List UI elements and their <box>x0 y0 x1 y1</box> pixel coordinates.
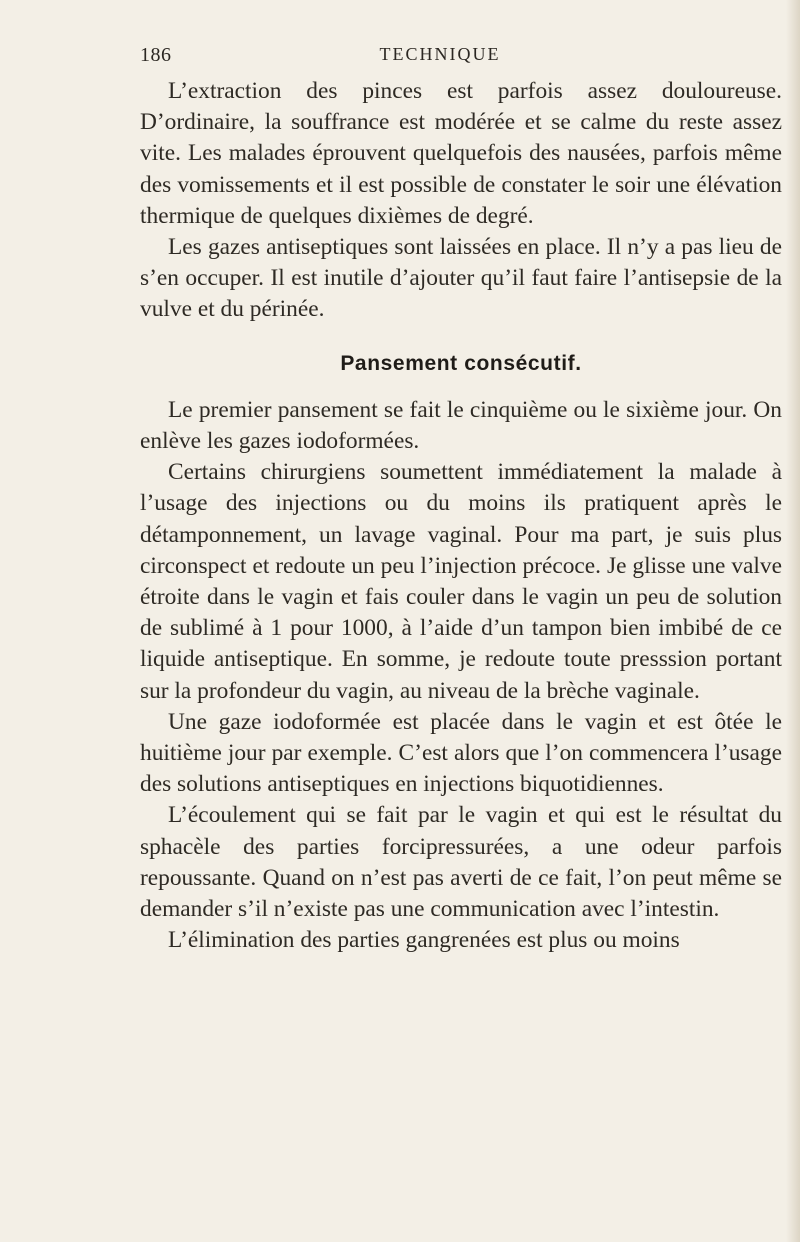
paragraph-chirurgiens: Certains chirurgiens soumettent immédiatement la malade à l’usage des injections ou du moins ils pratiquent après le détamponnement, un lavage vaginal. Pour ma part, je suis plus circonspect et redoute un peu l’injection précoce. Je glisse une valve étroite dans le vagin et fais couler dans le vagin un peu de solution de sublimé à 1 pour 1000, à l’aide d’un tampon bien imbibé de ce liquide antiseptique. En somme, je redoute toute presssion portant sur la profondeur du vagin, au niveau de la brèche vaginale. <box>140 459 782 704</box>
paragraph-gaze-iodoformee: Une gaze iodoformée est placée dans le vagin et est ôtée le huitième jour par exemple. C’est alors que l’on commencera l’usage des solutions antiseptiques en injections biquotidiennes. <box>140 708 782 798</box>
page-edge-shadow <box>786 0 800 1242</box>
paragraph-ecoulement: L’écoulement qui se fait par le vagin et qui est le résultat du sphacèle des parties forcipressurées, a une odeur parfois repoussante. Quand on n’est pas averti de ce fait, l’on peut même se demander s’il n’existe pas une communication avec l’intestin. <box>140 802 782 923</box>
paragraph-gazes: Les gazes antiseptiques sont laissées en place. Il n’y a pas lieu de s’en occuper. Il est inutile d’ajouter qu’il faut faire l’antisepsie de la vulve et du périnée. <box>140 234 782 323</box>
running-title: TECHNIQUE <box>379 44 501 64</box>
section-heading: Pansement consécutif. <box>340 351 582 375</box>
running-head <box>140 44 740 74</box>
paragraph-premier-pansement: Le premier pansement se fait le cinquième ou le sixième jour. On enlève les gazes iodoformées. <box>140 396 782 455</box>
paragraph-extraction: L’extraction des pinces est parfois assez douloureuse. D’ordinaire, la souffrance est modérée et se calme du reste assez vite. Les malades éprouvent quelquefois des nausées, parfois même des vomissements et il est possible de constater le soir une élévation thermique de quelques dixièmes de degré. <box>140 78 782 229</box>
page-number: 186 <box>140 44 172 66</box>
body-text <box>140 76 782 956</box>
paragraph-elimination: L’élimination des parties gangrenées est plus ou moins <box>168 927 680 954</box>
